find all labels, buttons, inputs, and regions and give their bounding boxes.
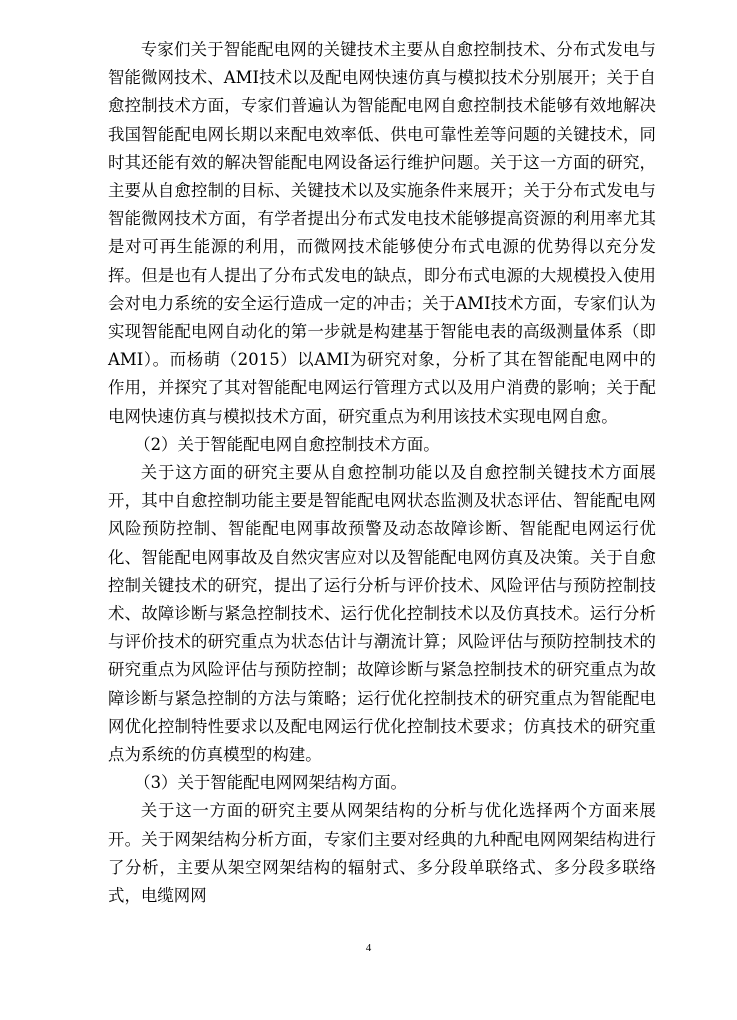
section-heading-grid-structure: （3）关于智能配电网网架结构方面。 xyxy=(134,773,407,793)
document-page xyxy=(108,36,656,910)
section-heading-self-healing: （2）关于智能配电网自愈控制技术方面。 xyxy=(134,434,440,454)
page-number: 4 xyxy=(365,942,372,954)
paragraph-grid-structure: 关于这一方面的研究主要从网架结构的分析与优化选择两个方面来展开。关于网架结构分析方面，专家们主要对经典的九种配电网网架结构进行了分析，主要从架空网架结构的辐射式、多分段单联络式、多分段多联络式，电缆网网 xyxy=(108,801,656,906)
paragraph-self-healing-control: 关于这方面的研究主要从自愈控制功能以及自愈控制关键技术方面展开，其中自愈控制功能主要是智能配电网状态监测及状态评估、智能配电网风险预防控制、智能配电网事故预警及动态故障诊断、智能配电网运行优化、智能配电网事故及自然灾害应对以及智能配电网仿真及决策。关于自愈控制关键技术的研究，提出了运行分析与评价技术、风险评估与预防控制技术、故障诊断与紧急控制技术、运行优化控制技术以及仿真技术。运行分析与评价技术的研究重点为状态估计与潮流计算；风险评估与预防控制技术的研究重点为风险评估与预防控制；故障诊断与紧急控制技术的研究重点为故障诊断与紧急控制的方法与策略；运行优化控制技术的研究重点为智能配电网优化控制特性要求以及配电网运行优化控制技术要求；仿真技术的研究重点为系统的仿真模型的构建。 xyxy=(108,463,656,765)
paragraph-key-technologies: 专家们关于智能配电网的关键技术主要从自愈控制技术、分布式发电与智能微网技术、AMI技术以及配电网快速仿真与模拟技术分别展开；关于自愈控制技术方面，专家们普遍认为智能配电网自愈控制技术能够有效地解决我国智能配电网长期以来配电效率低、供电可靠性差等问题的关键技术，同时其还能有效的解决智能配电网设备运行维护问题。关于这一方面的研究，主要从自愈控制的目标、关键技术以及实施条件来展开；关于分布式发电与智能微网技术方面，有学者提出分布式发电技术能够提高资源的利用率尤其是对可再生能源的利用，而微网技术能够使分布式电源的优势得以充分发挥。但是也有人提出了分布式发电的缺点，即分布式电源的大规模投入使用会对电力系统的安全运行造成一定的冲击；关于AMI技术方面，专家们认为实现智能配电网自动化的第一步就是构建基于智能电表的高级测量体系（即AMI）。而杨萌（2015）以AMI为研究对象，分析了其在智能配电网中的作用，并探究了其对智能配电网运行管理方式以及用户消费的影响；关于配电网快速仿真与模拟技术方面，研究重点为利用该技术实现电网自愈。 xyxy=(108,40,656,426)
